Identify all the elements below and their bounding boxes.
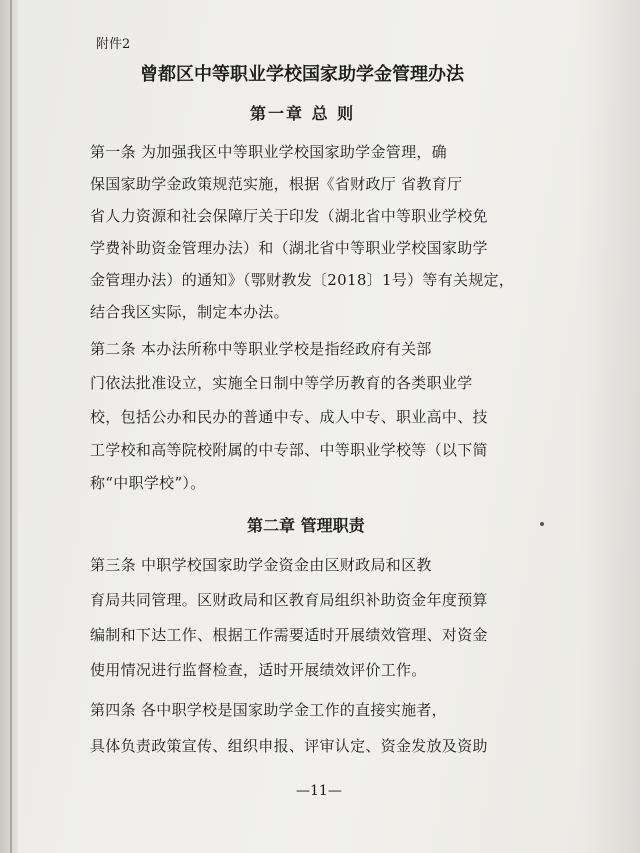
binder-edge [0, 0, 18, 853]
article2-line: 校，包括公办和民办的普通中专、成人中专、职业高中、技 [90, 408, 488, 426]
article3-line: 育局共同管理。区财政局和区教育局组织补助资金年度预算 [90, 591, 488, 609]
ink-dot [540, 522, 544, 526]
binder-line [10, 0, 12, 853]
article2-line: 门依法批准设立，实施全日制中等学历教育的各类职业学 [90, 374, 473, 392]
article2-line: 称“中职学校”）。 [90, 474, 206, 492]
article2-line: 第二条 本办法所称中等职业学校是指经政府有关部 [90, 340, 432, 358]
article3-line: 编制和下达工作、根据工作需要适时开展绩效管理、对资金 [90, 626, 488, 644]
article1-line: 第一条 为加强我区中等职业学校国家助学金管理，确 [90, 143, 447, 161]
document-title: 曾都区中等职业学校国家助学金管理办法 [140, 64, 464, 85]
article1-line: 金管理办法）的通知》（鄂财教发〔2018〕1号）等有关规定， [90, 271, 515, 289]
attachment-label: 附件2 [96, 37, 131, 52]
article3-line: 第三条 中职学校国家助学金资金由区财政局和区教 [90, 556, 432, 574]
article2-line: 工学校和高等院校附属的中专部、中等职业学校等（以下简 [90, 441, 488, 459]
article3-line: 使用情况进行监督检查，适时开展绩效评价工作。 [90, 661, 427, 679]
article4-line: 第四条 各中职学校是国家助学金工作的直接实施者， [90, 701, 447, 719]
article1-line: 省人力资源和社会保障厅关于印发（湖北省中等职业学校免 [90, 207, 488, 225]
page-shadow [580, 0, 640, 853]
article1-line: 结合我区实际，制定本办法。 [90, 303, 289, 321]
chapter2-heading: 第二章 管理职责 [247, 516, 365, 535]
article4-line: 具体负责政策宣传、组织申报、评审认定、资金发放及资助 [90, 737, 488, 755]
page-number: —11— [296, 783, 342, 799]
chapter1-heading: 第一章 总 则 [250, 104, 356, 123]
article1-line: 保国家助学金政策规范实施，根据《省财政厅 省教育厅 [90, 175, 463, 193]
article1-line: 学费补助资金管理办法）和（湖北省中等职业学校国家助学 [90, 239, 488, 257]
